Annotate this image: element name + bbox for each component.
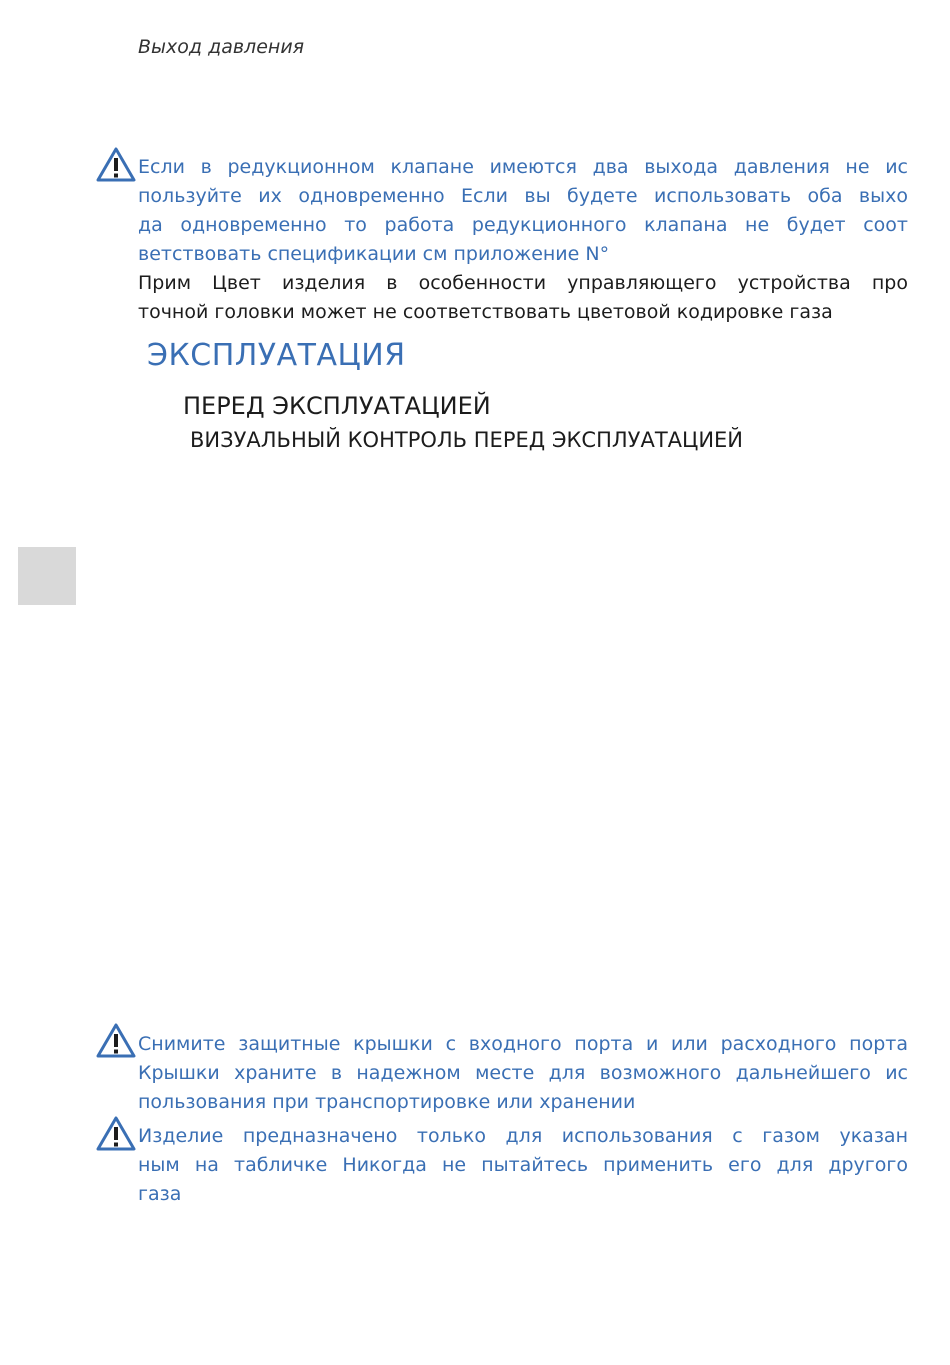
text-line: да одновременно то работа редукционного клапана не будет соот: [138, 214, 908, 236]
text-line: точной головки может не соответствовать цветовой кодировке газа: [138, 301, 833, 323]
side-tab-marker: [18, 547, 76, 605]
text-line: Крышки храните в надежном месте для возможного дальнейшего ис: [138, 1062, 908, 1084]
text-line: ным на табличке Никогда не пытайтесь применить его для другого: [138, 1154, 908, 1176]
note-color-coding: [138, 269, 908, 327]
subsubsection-title: ВИЗУАЛЬНЫЙ КОНТРОЛЬ ПЕРЕД ЭКСПЛУАТАЦИЕЙ: [190, 428, 744, 452]
subsection-title: ПЕРЕД ЭКСПЛУАТАЦИЕЙ: [183, 392, 491, 420]
text-line: Изделие предназначено только для использования с газом указан: [138, 1125, 908, 1147]
text-line: пользуйте их одновременно Если вы будете использовать оба выхо: [138, 185, 908, 207]
warning-dual-outlet: [138, 153, 908, 269]
text-line: газа: [138, 1183, 182, 1205]
warning-gas-type: [138, 1122, 908, 1209]
text-line: пользования при транспортировке или хранении: [138, 1091, 636, 1113]
text-line: Прим Цвет изделия в особенности управляющего устройства про: [138, 272, 908, 294]
section-title: ЭКСПЛУАТАЦИЯ: [147, 338, 406, 373]
warning-triangle-icon: [96, 1116, 136, 1152]
text-line: Снимите защитные крышки с входного порта и или расходного порта: [138, 1033, 908, 1055]
text-line: Если в редукционном клапане имеются два выхода давления не ис: [138, 156, 908, 178]
warning-triangle-icon: [96, 147, 136, 183]
warning-protective-caps: [138, 1030, 908, 1117]
figure-caption: Выход давления: [138, 36, 305, 58]
text-line: ветствовать спецификации см приложение N°: [138, 243, 610, 265]
warning-triangle-icon: [96, 1023, 136, 1059]
